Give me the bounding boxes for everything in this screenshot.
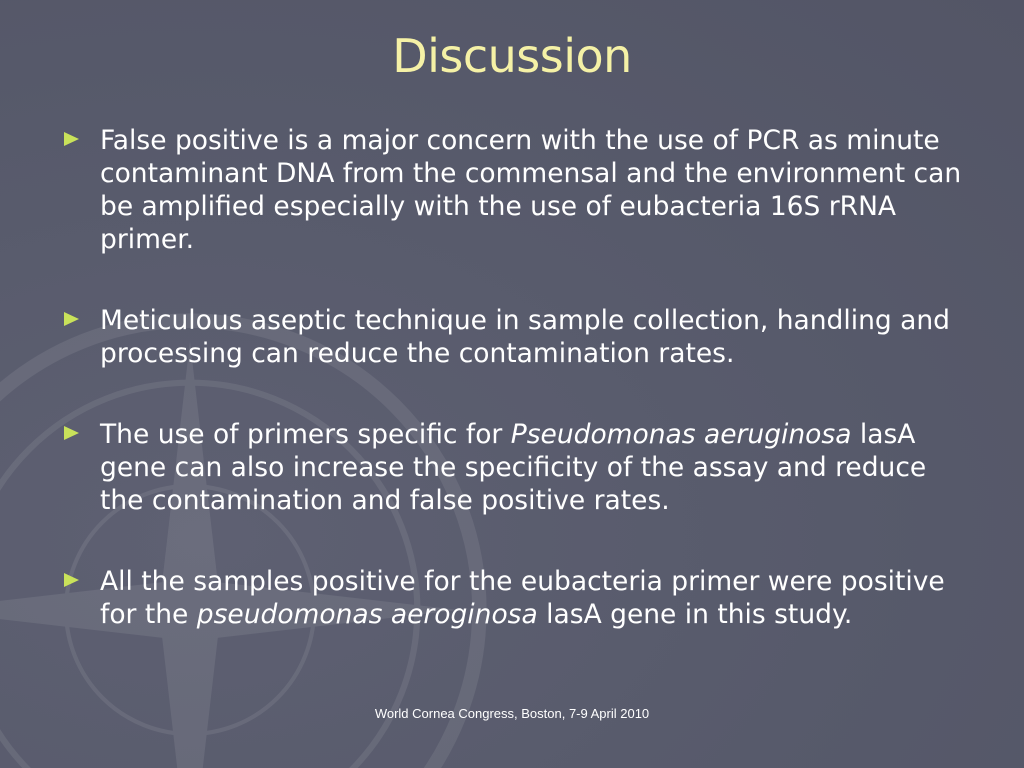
triangle-arrow-icon <box>64 573 79 587</box>
triangle-arrow-icon <box>64 312 79 326</box>
bullet-text: False positive is a major concern with the use of PCR as minute contaminant DNA from the commensal and the environment can be amplified especially with the use of eubacteria 16S rRNA primer. <box>100 125 962 255</box>
bullet-item <box>62 124 962 256</box>
bullet-text: Meticulous aseptic technique in sample collection, handling and processing can reduce the contamination rates. <box>100 305 950 369</box>
slide-title: Discussion <box>392 29 632 83</box>
bullet-list <box>62 124 962 631</box>
bullet-text-pre: The use of primers specific for <box>100 419 511 450</box>
species-name: pseudomonas aeroginosa <box>196 599 538 630</box>
species-name: Pseudomonas aeruginosa <box>510 419 852 450</box>
bullet-item <box>62 304 962 370</box>
bullet-text-post: lasA gene can also increase the specificity of the assay and reduce the contamination and false positive rates. <box>100 419 927 516</box>
slide-footer: World Cornea Congress, Boston, 7-9 April 2010 <box>374 706 650 721</box>
bullet-item <box>62 565 962 631</box>
bullet-item <box>62 418 962 517</box>
bullet-text-pre: All the samples positive for the eubacteria primer were positive for the <box>100 566 945 630</box>
bullet-text-post: lasA gene in this study. <box>537 599 853 630</box>
triangle-arrow-icon <box>64 426 79 440</box>
triangle-arrow-icon <box>64 132 79 146</box>
